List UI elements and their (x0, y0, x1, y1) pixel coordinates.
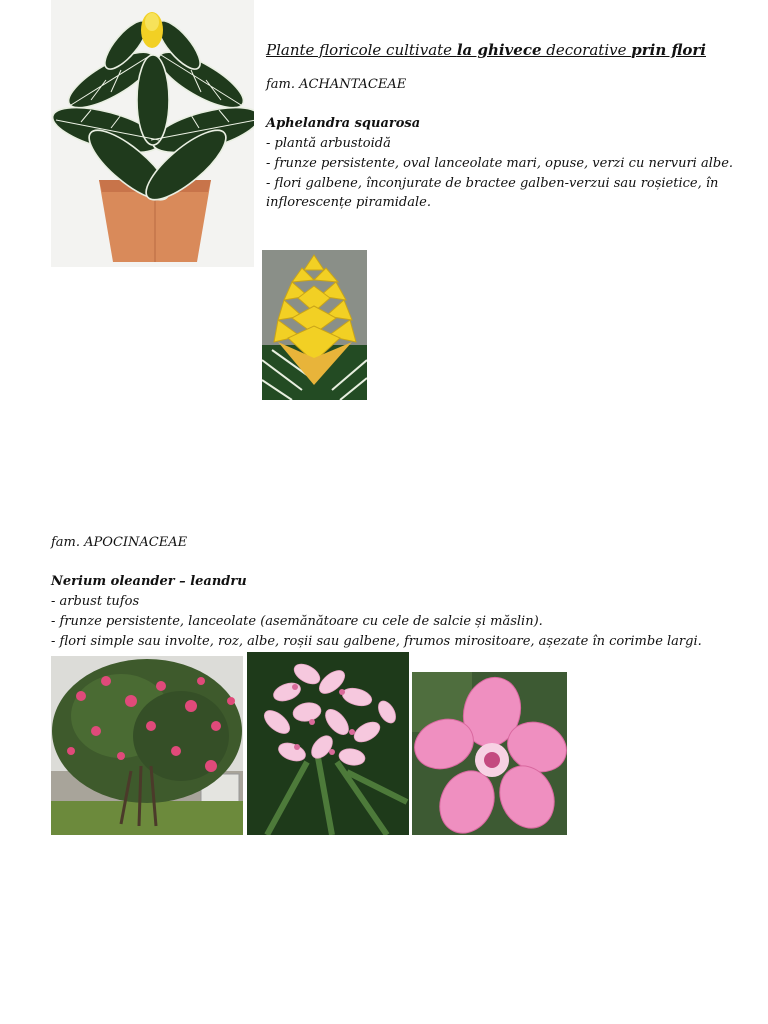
description-line-2: - frunze persistente, oval lanceolate mari, opuse, verzi cu nervuri albe. (266, 156, 734, 171)
aphelandra-flower-photo (262, 250, 367, 400)
aphelandra-plant-photo (51, 0, 254, 267)
description-line-4: inflorescențe piramidale. (266, 195, 431, 210)
title-part-3: decorative (541, 41, 632, 59)
title-part-2: la ghivece (456, 41, 542, 59)
family-achantaceae: fam. ACHANTACEAE (266, 77, 407, 92)
title-part-4: prin flori (631, 41, 706, 59)
description2-line-3: - flori simple sau involte, roz, albe, roșii sau galbene, frumos mirositoare, așezate în corimbe largi. (51, 634, 702, 649)
oleander-bush-photo (51, 656, 243, 835)
description-line-3: - flori galbene, înconjurate de bractee galben-verzui sau roșietice, în (266, 176, 719, 191)
species-nerium: Nerium oleander – leandru (51, 574, 247, 589)
family-apocinaceae: fam. APOCINACEAE (51, 535, 188, 550)
oleander-cluster-photo (247, 652, 409, 835)
description2-line-1: - arbust tufos (51, 594, 140, 609)
title-part-1: Plante floricole cultivate (266, 41, 457, 59)
description2-line-2: - frunze persistente, lanceolate (asemănătoare cu cele de salcie și măslin). (51, 614, 543, 629)
description-line-1: - plantă arbustoidă (266, 136, 391, 151)
oleander-flower-photo (412, 672, 567, 835)
page-title (266, 40, 746, 60)
species-aphelandra: Aphelandra squarosa (266, 116, 421, 131)
